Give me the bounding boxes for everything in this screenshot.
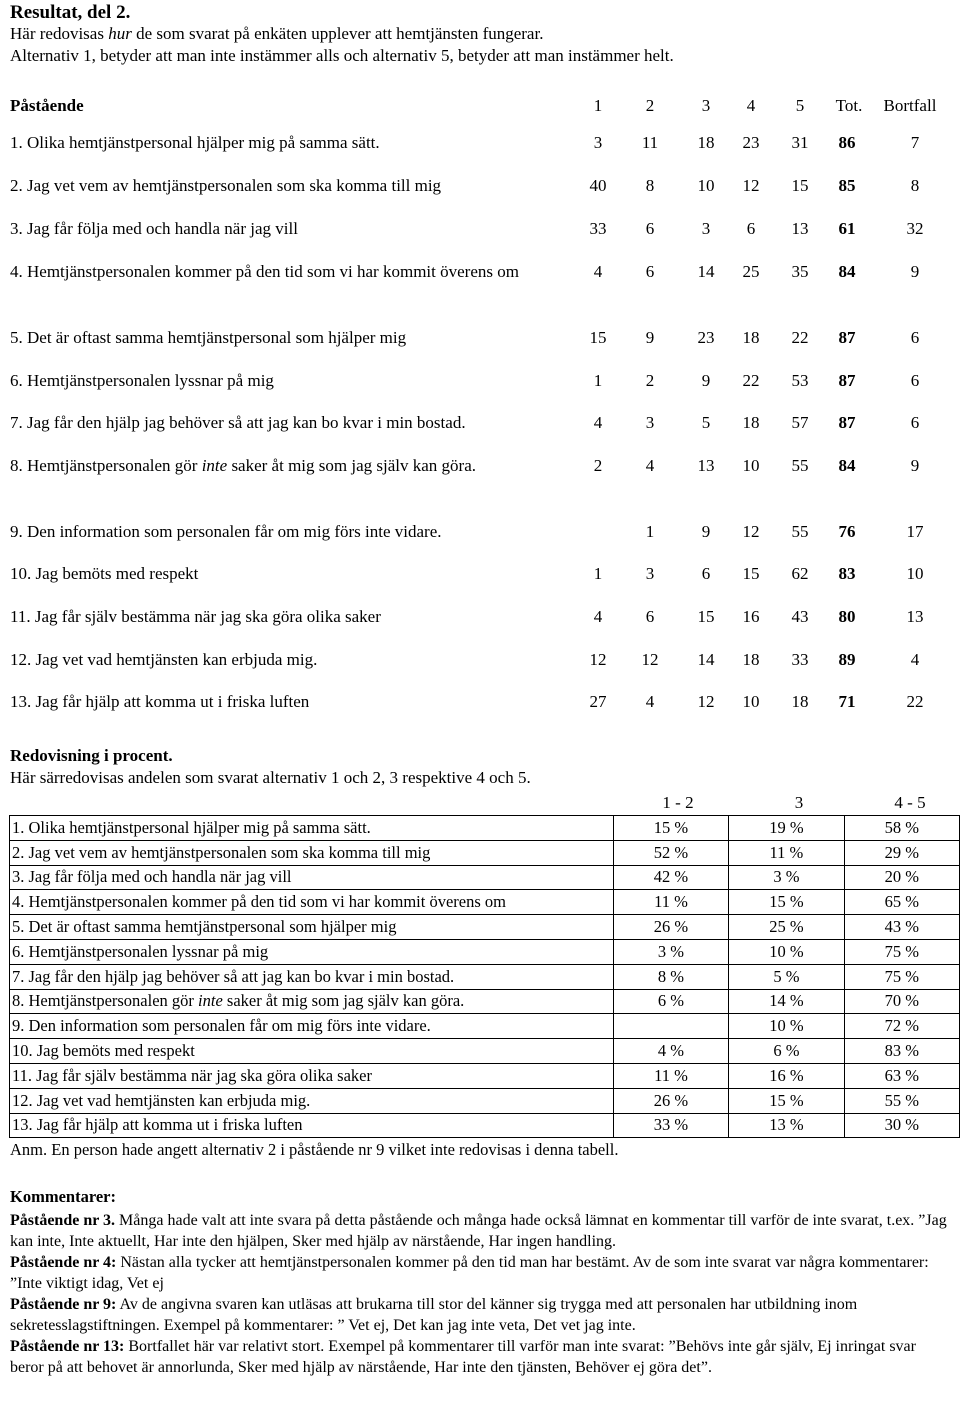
pct-cell-b: 15 %	[729, 890, 844, 915]
header-label: Påstående	[10, 96, 84, 115]
row-label: 4. Hemtjänstpersonalen kommer på den tid som vi har kommit överens om	[10, 262, 519, 281]
pct-row-label: 1. Olika hemtjänstpersonal hjälper mig på samma sätt.	[10, 816, 614, 841]
comments-title: Kommentarer:	[10, 1187, 116, 1206]
pct-cell-b: 25 %	[729, 915, 844, 940]
cell-bortfall: 8	[910, 176, 920, 195]
header-tot: Tot.	[835, 96, 863, 115]
cell-c2: 4	[645, 692, 655, 711]
pct-cell-c: 72 %	[844, 1014, 959, 1039]
intro-line-2: Alternativ 1, betyder att man inte instämmer alls och alternativ 5, betyder att man instämmer helt.	[10, 46, 674, 65]
pct-col-header-2: 3	[794, 793, 804, 812]
pct-cell-b: 13 %	[729, 1113, 844, 1138]
pct-row	[10, 1014, 960, 1039]
pct-cell-c: 55 %	[844, 1088, 959, 1113]
cell-c5: 55	[791, 456, 809, 475]
pct-cell-c: 75 %	[844, 964, 959, 989]
cell-c5: 33	[791, 650, 809, 669]
cell-c5: 22	[791, 328, 809, 347]
header-col-4: 4	[746, 96, 756, 115]
row-label: 6. Hemtjänstpersonalen lyssnar på mig	[10, 371, 274, 390]
cell-tot: 89	[838, 650, 856, 669]
cell-c3: 18	[697, 133, 715, 152]
cell-tot: 86	[838, 133, 856, 152]
cell-c4: 16	[742, 607, 760, 626]
pct-row-label: 7. Jag får den hjälp jag behöver så att jag kan bo kvar i min bostad.	[10, 964, 614, 989]
cell-c3: 15	[697, 607, 715, 626]
pct-cell-c: 63 %	[844, 1063, 959, 1088]
cell-c5: 55	[791, 522, 809, 541]
section2-title: Redovisning i procent.	[10, 746, 173, 765]
pct-row-label: 6. Hemtjänstpersonalen lyssnar på mig	[10, 939, 614, 964]
table-note: Anm. En person hade angett alternativ 2 i påstående nr 9 vilket inte redovisas i denna tabell.	[10, 1140, 619, 1159]
row-label: 7. Jag får den hjälp jag behöver så att jag kan bo kvar i min bostad.	[10, 413, 466, 432]
cell-bortfall: 7	[910, 133, 920, 152]
pct-cell-a: 8 %	[613, 964, 728, 989]
cell-bortfall: 9	[910, 262, 920, 281]
cell-c4: 22	[742, 371, 760, 390]
pct-cell-c: 58 %	[844, 816, 959, 841]
cell-c3: 14	[697, 262, 715, 281]
cell-bortfall: 22	[906, 692, 924, 711]
pct-row	[10, 865, 960, 890]
pct-cell-a: 4 %	[613, 1039, 728, 1064]
pct-cell-c: 75 %	[844, 939, 959, 964]
cell-bortfall: 17	[906, 522, 924, 541]
pct-row	[10, 1039, 960, 1064]
cell-bortfall: 32	[906, 219, 924, 238]
cell-c1: 2	[593, 456, 603, 475]
pct-row	[10, 1063, 960, 1088]
pct-cell-b: 10 %	[729, 1014, 844, 1039]
cell-c1: 3	[593, 133, 603, 152]
comment-3: Påstående nr 3. Många hade valt att inte svara på detta påstående och många hade också lämnat en kommentar till varför de inte svarat, t.ex. ”Jag kan inte, Inte aktuellt, Har inte den hjälpen, Sker med hjälp av närstående, Har ingen handling.	[10, 1212, 947, 1250]
cell-tot: 87	[838, 371, 856, 390]
cell-c4: 18	[742, 328, 760, 347]
cell-c4: 15	[742, 564, 760, 583]
pct-cell-c: 70 %	[844, 989, 959, 1014]
cell-c2: 12	[641, 650, 659, 669]
pct-row	[10, 964, 960, 989]
comment-9: Påstående nr 9: Av de angivna svaren kan utläsas att brukarna till stor del känner sig trygga med att personalen har utbildning inom sekretesslagstiftningen. Exempel på kommentarer: ” Vet ej, Det kan jag inte veta, Det vet jag inte.	[10, 1296, 858, 1334]
cell-tot: 87	[838, 328, 856, 347]
cell-c2: 4	[645, 456, 655, 475]
cell-tot: 84	[838, 262, 856, 281]
cell-c2: 2	[645, 371, 655, 390]
cell-tot: 71	[838, 692, 856, 711]
cell-bortfall: 4	[910, 650, 920, 669]
pct-row-label: 3. Jag får följa med och handla när jag vill	[10, 865, 614, 890]
cell-c2: 11	[641, 133, 659, 152]
pct-row	[10, 840, 960, 865]
comment-13: Påstående nr 13: Bortfallet här var relativt stort. Exempel på kommentarer till varför man inte svarat: ”Behövs inte går själv, Ej inringat svar beror på att behovet är annorlunda, Sker med hjälp av närstående, Har inte den tjänsten, Behöver ej göra det”.	[10, 1338, 916, 1376]
cell-c1: 1	[593, 564, 603, 583]
cell-c2: 1	[645, 522, 655, 541]
pct-row	[10, 915, 960, 940]
pct-cell-a: 26 %	[613, 915, 728, 940]
pct-cell-b: 11 %	[729, 840, 844, 865]
pct-cell-a: 42 %	[613, 865, 728, 890]
header-col-1: 1	[593, 96, 603, 115]
cell-bortfall: 6	[910, 371, 920, 390]
cell-tot: 85	[838, 176, 856, 195]
cell-c4: 18	[742, 413, 760, 432]
cell-c5: 15	[791, 176, 809, 195]
pct-cell-b: 19 %	[729, 816, 844, 841]
cell-c4: 6	[746, 219, 756, 238]
cell-c4: 12	[742, 176, 760, 195]
pct-row-label: 5. Det är oftast samma hemtjänstpersonal som hjälper mig	[10, 915, 614, 940]
cell-c5: 53	[791, 371, 809, 390]
pct-cell-b: 3 %	[729, 865, 844, 890]
intro-line-1: Här redovisas hur de som svarat på enkäten upplever att hemtjänsten fungerar.	[10, 24, 544, 43]
cell-c5: 35	[791, 262, 809, 281]
cell-c2: 6	[645, 219, 655, 238]
pct-cell-b: 5 %	[729, 964, 844, 989]
cell-c3: 10	[697, 176, 715, 195]
pct-cell-b: 10 %	[729, 939, 844, 964]
cell-c3: 23	[697, 328, 715, 347]
cell-c3: 14	[697, 650, 715, 669]
pct-cell-a: 15 %	[613, 816, 728, 841]
cell-c1: 1	[593, 371, 603, 390]
pct-cell-a: 26 %	[613, 1088, 728, 1113]
pct-cell-c: 29 %	[844, 840, 959, 865]
cell-c2: 8	[645, 176, 655, 195]
cell-tot: 84	[838, 456, 856, 475]
cell-c3: 12	[697, 692, 715, 711]
pct-row-label: 10. Jag bemöts med respekt	[10, 1039, 614, 1064]
row-label: 2. Jag vet vem av hemtjänstpersonalen som ska komma till mig	[10, 176, 442, 195]
pct-cell-c: 43 %	[844, 915, 959, 940]
cell-c3: 3	[701, 219, 711, 238]
cell-c5: 18	[791, 692, 809, 711]
pct-cell-a	[613, 1014, 728, 1039]
comment-4: Påstående nr 4: Nästan alla tycker att hemtjänstpersonalen kommer på den tid man har bestämt. Av de som inte svarat var några kommentarer: ”Inte viktigt idag, Vet ej	[10, 1254, 929, 1292]
pct-cell-b: 6 %	[729, 1039, 844, 1064]
cell-c5: 31	[791, 133, 809, 152]
cell-tot: 76	[838, 522, 856, 541]
pct-row-label: 8. Hemtjänstpersonalen gör inte saker åt mig som jag själv kan göra.	[10, 989, 614, 1014]
row-label: 8. Hemtjänstpersonalen gör inte saker åt mig som jag själv kan göra.	[10, 456, 476, 475]
intro-emphasis: hur	[108, 24, 132, 43]
header-bortfall: Bortfall	[883, 96, 937, 115]
cell-c2: 9	[645, 328, 655, 347]
cell-bortfall: 13	[906, 607, 924, 626]
cell-c1: 4	[593, 607, 603, 626]
cell-tot: 83	[838, 564, 856, 583]
cell-c1: 40	[589, 176, 607, 195]
row-label: 12. Jag vet vad hemtjänsten kan erbjuda mig.	[10, 650, 318, 669]
pct-cell-c: 20 %	[844, 865, 959, 890]
row-label: 10. Jag bemöts med respekt	[10, 564, 199, 583]
cell-c5: 13	[791, 219, 809, 238]
cell-c2: 6	[645, 262, 655, 281]
cell-c1: 33	[589, 219, 607, 238]
cell-c4: 12	[742, 522, 760, 541]
cell-c5: 43	[791, 607, 809, 626]
cell-c1: 4	[593, 262, 603, 281]
pct-cell-a: 33 %	[613, 1113, 728, 1138]
cell-c4: 25	[742, 262, 760, 281]
pct-cell-c: 30 %	[844, 1113, 959, 1138]
cell-c3: 5	[701, 413, 711, 432]
cell-c1: 15	[589, 328, 607, 347]
cell-c4: 23	[742, 133, 760, 152]
row-label: 13. Jag får hjälp att komma ut i friska luften	[10, 692, 310, 711]
pct-row	[10, 989, 960, 1014]
pct-cell-a: 6 %	[613, 989, 728, 1014]
pct-col-header-3: 4 - 5	[894, 793, 926, 812]
pct-cell-b: 14 %	[729, 989, 844, 1014]
cell-c1: 12	[589, 650, 607, 669]
row-label: 1. Olika hemtjänstpersonal hjälper mig på samma sätt.	[10, 133, 380, 152]
pct-cell-b: 15 %	[729, 1088, 844, 1113]
pct-row-label: 4. Hemtjänstpersonalen kommer på den tid som vi har kommit överens om	[10, 890, 614, 915]
pct-cell-a: 11 %	[613, 890, 728, 915]
cell-tot: 80	[838, 607, 856, 626]
row-label: 9. Den information som personalen får om mig förs inte vidare.	[10, 522, 442, 541]
cell-c1: 27	[589, 692, 607, 711]
cell-c3: 6	[701, 564, 711, 583]
cell-c3: 13	[697, 456, 715, 475]
cell-c5: 57	[791, 413, 809, 432]
row-label: 3. Jag får följa med och handla när jag vill	[10, 219, 298, 238]
pct-cell-a: 11 %	[613, 1063, 728, 1088]
cell-c2: 3	[645, 413, 655, 432]
cell-c3: 9	[701, 522, 711, 541]
pct-row	[10, 816, 960, 841]
cell-c5: 62	[791, 564, 809, 583]
cell-bortfall: 10	[906, 564, 924, 583]
cell-bortfall: 9	[910, 456, 920, 475]
section2-intro: Här särredovisas andelen som svarat alternativ 1 och 2, 3 respektive 4 och 5.	[10, 768, 531, 787]
pct-row-label: 13. Jag får hjälp att komma ut i friska luften	[10, 1113, 614, 1138]
pct-cell-c: 65 %	[844, 890, 959, 915]
pct-cell-b: 16 %	[729, 1063, 844, 1088]
cell-c4: 18	[742, 650, 760, 669]
cell-c4: 10	[742, 456, 760, 475]
cell-c2: 3	[645, 564, 655, 583]
pct-row	[10, 1113, 960, 1138]
pct-row-label: 11. Jag får själv bestämma när jag ska göra olika saker	[10, 1063, 614, 1088]
pct-cell-a: 52 %	[613, 840, 728, 865]
row-label: 5. Det är oftast samma hemtjänstpersonal som hjälper mig	[10, 328, 407, 347]
cell-tot: 87	[838, 413, 856, 432]
page-title: Resultat, del 2.	[10, 2, 131, 23]
header-col-5: 5	[795, 96, 805, 115]
pct-col-header-1: 1 - 2	[662, 793, 694, 812]
pct-row-label: 2. Jag vet vem av hemtjänstpersonalen som ska komma till mig	[10, 840, 614, 865]
cell-c3: 9	[701, 371, 711, 390]
cell-c2: 6	[645, 607, 655, 626]
percent-table	[9, 815, 960, 1138]
cell-bortfall: 6	[910, 413, 920, 432]
pct-cell-c: 83 %	[844, 1039, 959, 1064]
pct-cell-a: 3 %	[613, 939, 728, 964]
cell-c1: 4	[593, 413, 603, 432]
cell-c4: 10	[742, 692, 760, 711]
pct-row	[10, 890, 960, 915]
pct-row	[10, 939, 960, 964]
cell-tot: 61	[838, 219, 856, 238]
header-col-2: 2	[645, 96, 655, 115]
pct-row	[10, 1088, 960, 1113]
cell-bortfall: 6	[910, 328, 920, 347]
pct-row-label: 9. Den information som personalen får om mig förs inte vidare.	[10, 1014, 614, 1039]
header-col-3: 3	[701, 96, 711, 115]
row-label: 11. Jag får själv bestämma när jag ska göra olika saker	[10, 607, 381, 626]
pct-row-label: 12. Jag vet vad hemtjänsten kan erbjuda mig.	[10, 1088, 614, 1113]
